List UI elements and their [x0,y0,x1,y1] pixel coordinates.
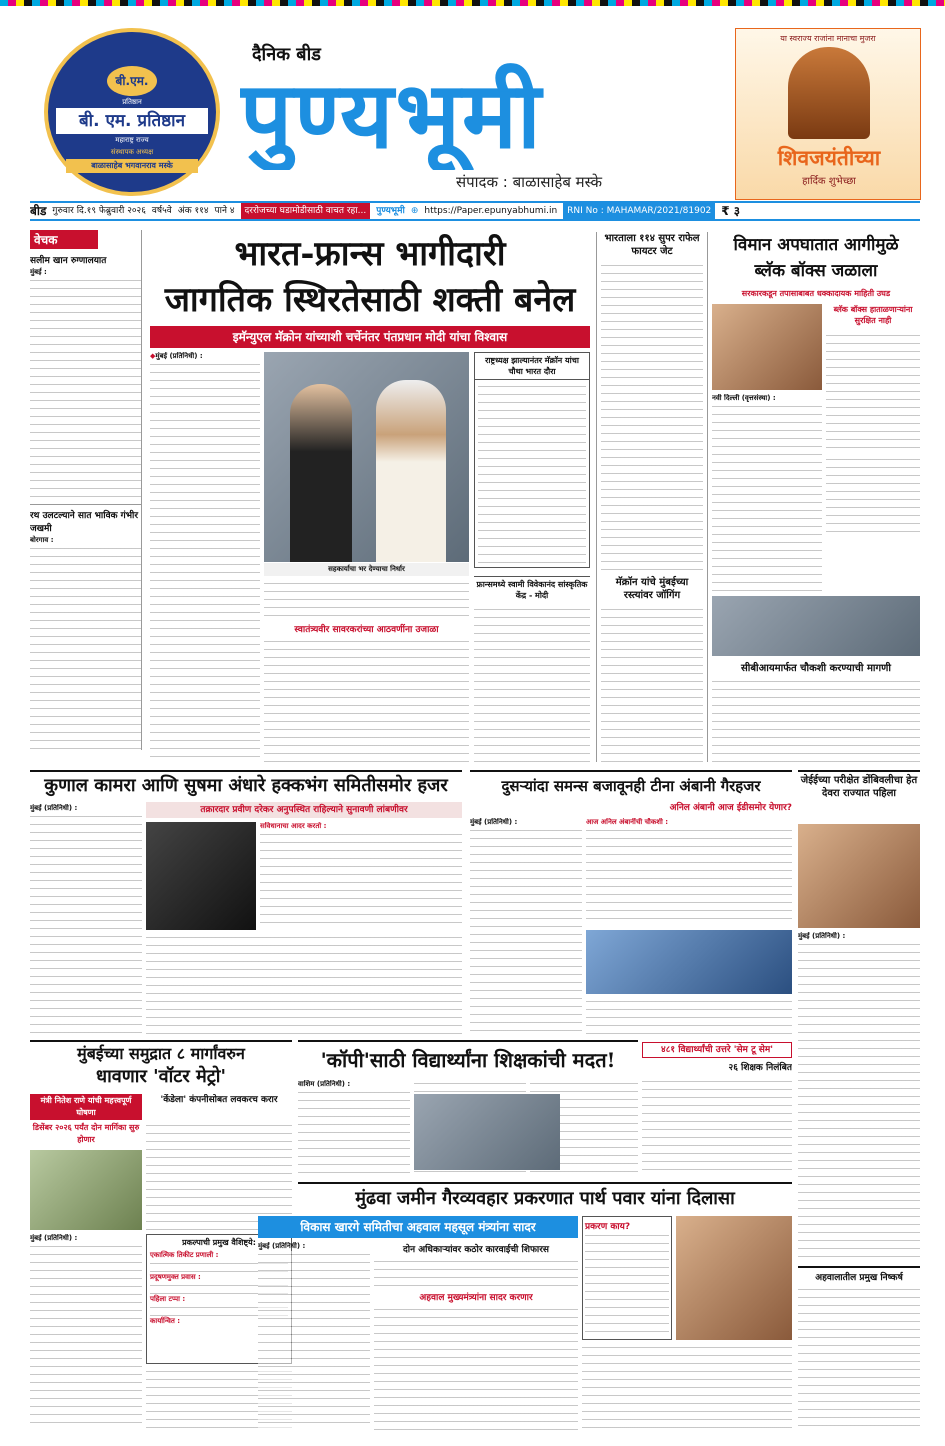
jee-dateline: मुंबई (प्रतिनिधी) : [798,932,846,940]
parth-case-box [582,1216,672,1340]
parth-col-3 [374,1306,578,1430]
info-rni: RNI No : MAHAMAR/2021/81902 [563,203,715,219]
copy-side-body [642,1078,792,1176]
metro-headline-2: धावणार 'वॉटर मेट्रो' [96,1066,226,1087]
plane-headline-2: ब्लॅक बॉक्स जळाला [754,261,878,281]
kamra-col-1 [30,804,142,1034]
plane-headline-1: विमान अपघातात आगीमुळे [733,235,899,255]
shivjayanti-ad [735,28,921,200]
exam-hall-photo [414,1094,560,1170]
copy-side-head: ४८१ विद्यार्थ्यांची उत्तरे 'सेम टू सेम' [642,1042,792,1058]
ambani-couple-photo [586,930,792,994]
info-brand-small: पुण्यभूमी [376,206,405,216]
sponsor-founder-name: बाळासाहेब भगवानराव मस्के [66,159,198,173]
ad-sub-text: हार्दिक शुभेच्छा [802,176,856,187]
ambani-dateline: मुंबई (प्रतिनिधी) : [470,818,518,826]
ambani-col-1 [470,818,582,1034]
rafale-headline: भारताला ११४ सुपर राफेल फायटर जेट [604,233,700,257]
kamra-kicker: तक्रारदार प्रवीण दरेकर अनुपस्थित राहिल्याने सुनावणी लांबणीवर [146,802,462,818]
info-year: वर्ष५वे [151,206,172,216]
lead-sidebox [474,352,590,568]
info-date: गुरुवार दि.१९ फेब्रुवारी २०२६ [52,206,146,216]
lead-dateline: ◆मुंबई (प्रतिनिधी) : [150,352,203,360]
copy-dateline: वाशिम (प्रतिनिधी) : [298,1080,351,1088]
cbi-headline: सीबीआयमार्फत चौकशी करण्याची मागणी [741,663,891,674]
daily-label: दैनिक बीड [252,44,321,65]
rafale-subhead: मॅक्रॉन यांचे मुंबईच्या रस्त्यांवर जॉगिंग [615,577,689,601]
ambani-lead-in: आज अनिल अंबानींची चौकशी : [586,818,669,826]
shivaji-portrait [788,47,870,139]
left-story-1-dateline: मुंबई : [30,268,47,276]
kamra-col-2 [260,822,462,930]
info-slogan: दररोजच्या घडामोडीसाठी वाचत रहा... [241,203,371,219]
parth-kicker-3: अहवाल मुख्यमंत्र्यांना सादर करणार [419,1293,533,1303]
plane-body-2 [826,456,920,532]
ambani-col-3 [586,998,792,1034]
lead-headline-1: भारत-फ्रान्स भागीदारी [234,234,506,274]
nitesh-rane-photo [30,1150,142,1230]
kamra-lead-in: सविधानाचा आदर करतो : [260,822,327,830]
print-registration-strip [0,0,945,6]
rafale-column [596,232,708,762]
lead-subhead: इमॅन्युएल मॅक्रोन यांच्याशी चर्चेनंतर पंतप्रधान मोदी यांचा विश्वास [150,326,590,348]
metro-contract-head: 'केंडेला' कंपनीसोबत लवकरच करार [160,1095,278,1105]
lead-col-1-body [150,361,260,757]
left-story-2-dateline: बोरगाव : [30,536,54,544]
info-issue: अंक ११४ [177,206,209,216]
lead-headline-2: जागतिक स्थिरतेसाठी शक्ती बनेल [164,280,576,320]
metro-feature-4: कार्यान्वित : [150,1317,181,1325]
sponsor-logo-initials: बी.एम. [107,66,157,96]
copy-side-sub: २६ शिक्षक निलंबित [728,1063,792,1073]
metro-feature-1: एकात्मिक तिकीट प्रणाली : [150,1251,219,1259]
lead-inner-body [264,638,469,762]
section-tag: वेचक [30,230,98,249]
modi-macron-photo [264,352,469,562]
photo-figure-right [376,380,446,562]
ambani-headline: दुसऱ्यांदा समन्स बजावूनही टीना अंबानी गैरहजर [470,770,792,798]
info-pages: पाने ४ [214,206,235,216]
lead-sidebox-head: राष्ट्रध्यक्ष झाल्यानंतर मॅक्रॉन यांचा चौथा भारत दौरा [475,353,589,380]
editor-line: संपादक : बाळासाहेब मस्के [456,173,603,191]
info-city: बीड [30,204,47,218]
metro-headline-1: मुंबईच्या समुद्रात ८ मार्गांवरुन [30,1040,292,1064]
left-column [30,230,142,750]
left-story-1-head: सलीम खान रुग्णालयात [30,256,107,266]
kunal-kamra-photo [146,822,256,930]
ad-top-line: या स्वराज्य राजांना मानाचा मुजरा [780,34,876,43]
info-url: https://Paper.epunyabhumi.in [424,206,558,216]
plane-quote-body [826,332,920,452]
rafale-sub-body [601,606,703,762]
ministers-meeting-photo [712,596,920,656]
copy-headline: 'कॉपी'साठी विद्यार्थ्यांना शिक्षकांची मदत! [298,1040,638,1076]
metro-feature-3: पहिला टप्पा : [150,1295,186,1303]
kamra-headline: कुणाल कामरा आणि सुषमा अंधारे हक्कभंग समितीसमोर हजर [30,770,462,798]
jee-body [798,932,920,1262]
sponsor-logo-block [44,28,220,196]
parth-dateline: मुंबई (प्रतिनिधी) : [258,1242,306,1250]
parth-kicker-2: दोन अधिकाऱ्यांवर कठोर कारवाईची शिफारस [402,1245,549,1255]
plane-body-1 [712,394,822,594]
lead-sidebox-body [478,383,586,568]
jee-headline: जेईईच्या परीक्षेत डोंबिवलीचा हेत देवरा राज्यात पहिला [798,770,920,820]
parth-col-2 [374,1258,578,1288]
globe-icon: ⊕ [410,206,419,216]
parth-headline: मुंढवा जमीन गैरव्यवहार प्रकरणात पार्थ पवार यांना दिलासा [298,1182,792,1212]
lead-inner-head: स्वातंत्र्यवीर सावरकरांच्या आठवणींना उजाळा [294,625,439,635]
parth-subhead: विकास खारगे समितीचा अहवाल महसूल मंत्र्यांना सादर [258,1216,578,1238]
metro-dateline: मुंबई (प्रतिनिधी) : [30,1234,78,1242]
plane-dateline: नवी दिल्ली (वृत्तसंस्था) : [712,394,776,402]
kamra-dateline: मुंबई (प्रतिनिधी) : [30,804,78,812]
metro-kicker-2: डिसेंबर २०२६ पर्यंत दोन मार्गिका सुरु होणार [32,1123,140,1144]
paper-title: पुण्यभूमी [240,61,543,169]
ad-main-text: शिवजयंतीच्या [777,146,881,170]
jee-student-photo [798,824,920,928]
ambani-col-2 [586,818,792,926]
left-story-2-head: रथ उलटल्याने सात भाविक गंभीर जखमी [30,504,141,534]
photo-figure-left [290,384,352,562]
lead-col-1 [150,352,260,762]
parth-col-4 [582,1344,792,1430]
kamra-col-3 [146,934,462,1034]
lead-culture-body [474,606,590,762]
plane-quote-head: ब्लॅक बॉक्स हाताळणाऱ्यांना सुरक्षित नाही [833,305,913,325]
parth-pawar-photo [676,1216,792,1340]
lead-culture-head: फ्रान्समध्ये स्वामी विवेकानंद सांस्कृतिक केंद्र - मोदी [474,576,590,604]
metro-feature-2: प्रदूषणमुक्त प्रवास : [150,1273,201,1281]
sponsor-org-name: बी. एम. प्रतिष्ठान [56,108,208,134]
metro-col-2 [146,1122,292,1230]
left-story-2-body [30,545,141,750]
copy-col-1 [298,1080,410,1176]
parth-case-head: प्रकरण काय? [585,1222,631,1232]
metro-features-head: प्रकल्पाची प्रमुख वैशिष्ट्ये: [182,1238,256,1247]
parth-col-1 [258,1242,370,1430]
lead-photo-caption: सहकार्याचा भर देण्याचा निर्धार [264,563,469,576]
rafale-body [601,262,703,572]
lead-col-2 [264,580,469,620]
plane-kicker: सरकारकडून तपासाबाबत धक्कादायक माहिती उघड [741,289,891,298]
info-price: ₹ ३ [721,204,741,218]
sponsor-logo-sub: प्रतिष्ठान [122,98,142,106]
report-findings-body [798,1286,920,1430]
metro-kicker-1: मंत्री नितेश राणे यांची महत्त्वपूर्ण घोषणा [30,1094,142,1120]
sponsor-founder-label: संस्थापक अध्यक्ष [110,148,154,156]
cbi-body [712,678,920,762]
metro-col-1 [30,1234,142,1430]
ambani-kicker: अनिल अंबानी आज ईडीसमोर येणार? [669,803,792,813]
info-bar [30,201,920,221]
sponsor-org-state: महाराष्ट्र राज्य [115,136,149,144]
left-story-1-body [30,277,141,501]
report-findings-head: अहवालातील प्रमुख निष्कर्ष [798,1266,920,1282]
plane-crash-photo [712,304,822,390]
